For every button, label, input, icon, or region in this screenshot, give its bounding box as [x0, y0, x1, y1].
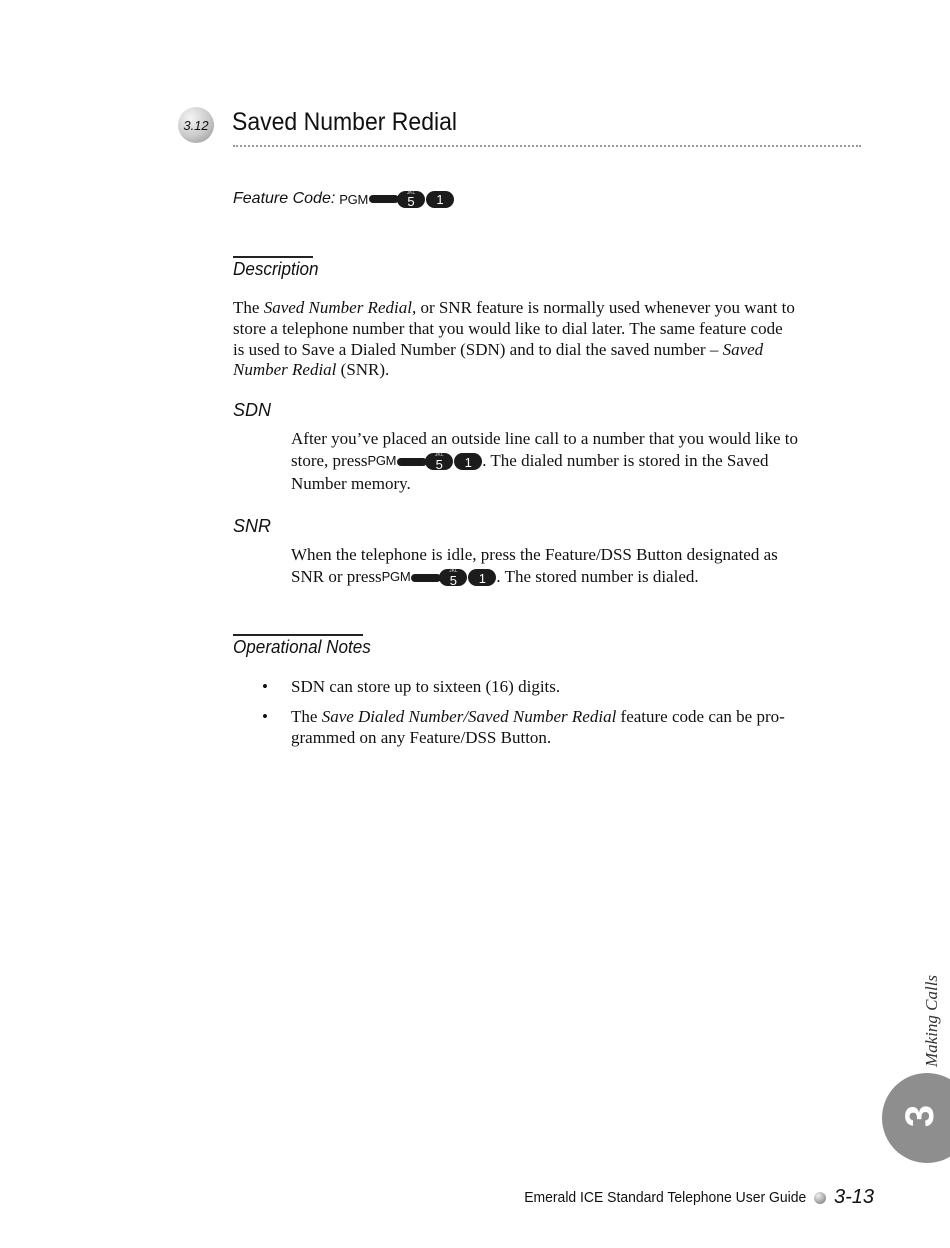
key-letters: JKL: [449, 568, 458, 575]
text-run: is used to Save a Dialed Number (SDN) and to dial the saved number –: [233, 339, 723, 359]
emphasis-run: Number Redial: [233, 360, 337, 380]
dial-key-1-icon: [454, 453, 482, 470]
dotted-divider: [233, 145, 861, 147]
text-run: feature code can be pro-: [616, 707, 785, 726]
text-run: (SNR).: [336, 360, 390, 380]
heading-rule: [233, 634, 363, 636]
sdn-paragraph: [291, 429, 891, 495]
text-run: store, press: [291, 451, 368, 471]
description-line-2: store a telephone number that you would like to dial later. The same feature code: [233, 318, 783, 338]
chapter-number: 3: [897, 1104, 942, 1128]
key-digit: 5: [435, 456, 443, 472]
pgm-key-icon: [397, 458, 427, 466]
chapter-tab: [882, 1073, 950, 1163]
pgm-key-label: PGM: [339, 191, 368, 207]
emphasis-run: Saved Number Redial: [263, 298, 412, 317]
description-line-3: [233, 340, 883, 361]
operational-notes-heading: Operational Notes: [233, 637, 371, 657]
dial-key-5-icon: [425, 453, 453, 470]
emphasis-run: Save Dialed Number/Saved Number Redial: [321, 707, 617, 726]
sdn-line-1: After you’ve placed an outside line call to a number that you would like to: [291, 429, 799, 448]
text-run: SNR or press: [291, 567, 382, 587]
dial-key-5-icon: [439, 569, 467, 586]
pgm-key-label: PGM: [367, 453, 397, 469]
description-heading: Description: [233, 259, 319, 279]
dial-key-1-icon: [468, 569, 496, 586]
bullet-text: SDN can store up to sixteen (16) digits.: [291, 677, 561, 696]
dial-key-5-icon: [397, 191, 425, 208]
text-run: . The stored number is dialed.: [496, 567, 699, 587]
description-paragraph: [233, 298, 883, 381]
sdn-line-3: Number memory.: [291, 473, 411, 493]
feature-code-label: Feature Code:: [233, 190, 336, 207]
guide-title: Emerald ICE Standard Telephone User Guide: [523, 1189, 806, 1206]
snr-line-2: [291, 566, 891, 590]
section-title: Saved Number Redial: [232, 108, 458, 136]
key-digit: 1: [436, 192, 444, 207]
sdn-heading: SDN: [233, 400, 272, 420]
key-digit: 5: [449, 572, 457, 588]
key-digit: 5: [407, 194, 415, 209]
sdn-line-2: [291, 450, 891, 474]
snr-paragraph: [291, 545, 891, 590]
bullet-line-1: [291, 707, 861, 728]
description-line-1: [233, 298, 883, 319]
key-letters: JKL: [406, 189, 416, 196]
bullet-text: [291, 707, 861, 749]
key-sequence: [367, 451, 482, 472]
snr-heading: SNR: [233, 516, 272, 536]
dial-key-1-icon: [426, 191, 454, 208]
text-run: The: [233, 298, 264, 317]
section-number: 3.12: [183, 117, 209, 133]
chapter-label: Making Calls: [922, 974, 941, 1068]
feature-code-line: [233, 186, 454, 212]
snr-line-1: When the telephone is idle, press the Feature/DSS Button designated as: [291, 545, 778, 564]
key-sequence: [382, 567, 497, 588]
key-digit: 1: [464, 454, 472, 470]
bullet-icon: •: [262, 707, 268, 726]
section-number-badge: [178, 107, 214, 143]
text-run: The: [291, 707, 322, 726]
text-run: , or SNR feature is normally used whenever you want to: [411, 298, 795, 317]
heading-rule: [233, 256, 313, 258]
page-number: 3-13: [833, 1186, 874, 1208]
page-footer: [503, 1186, 874, 1209]
pgm-key-icon: [411, 574, 441, 582]
key-sequence: [339, 191, 454, 208]
text-run: . The dialed number is stored in the Saved: [482, 451, 769, 471]
bullet-line-2: grammed on any Feature/DSS Button.: [291, 727, 552, 747]
pgm-key-label: PGM: [381, 569, 411, 585]
emphasis-run: Saved: [722, 339, 764, 359]
key-letters: JKL: [434, 452, 444, 459]
pgm-key-icon: [369, 195, 399, 203]
bullet-icon: •: [262, 677, 268, 696]
key-digit: 1: [478, 570, 486, 586]
description-line-4: [233, 360, 883, 381]
sphere-bullet-icon: [814, 1192, 826, 1204]
